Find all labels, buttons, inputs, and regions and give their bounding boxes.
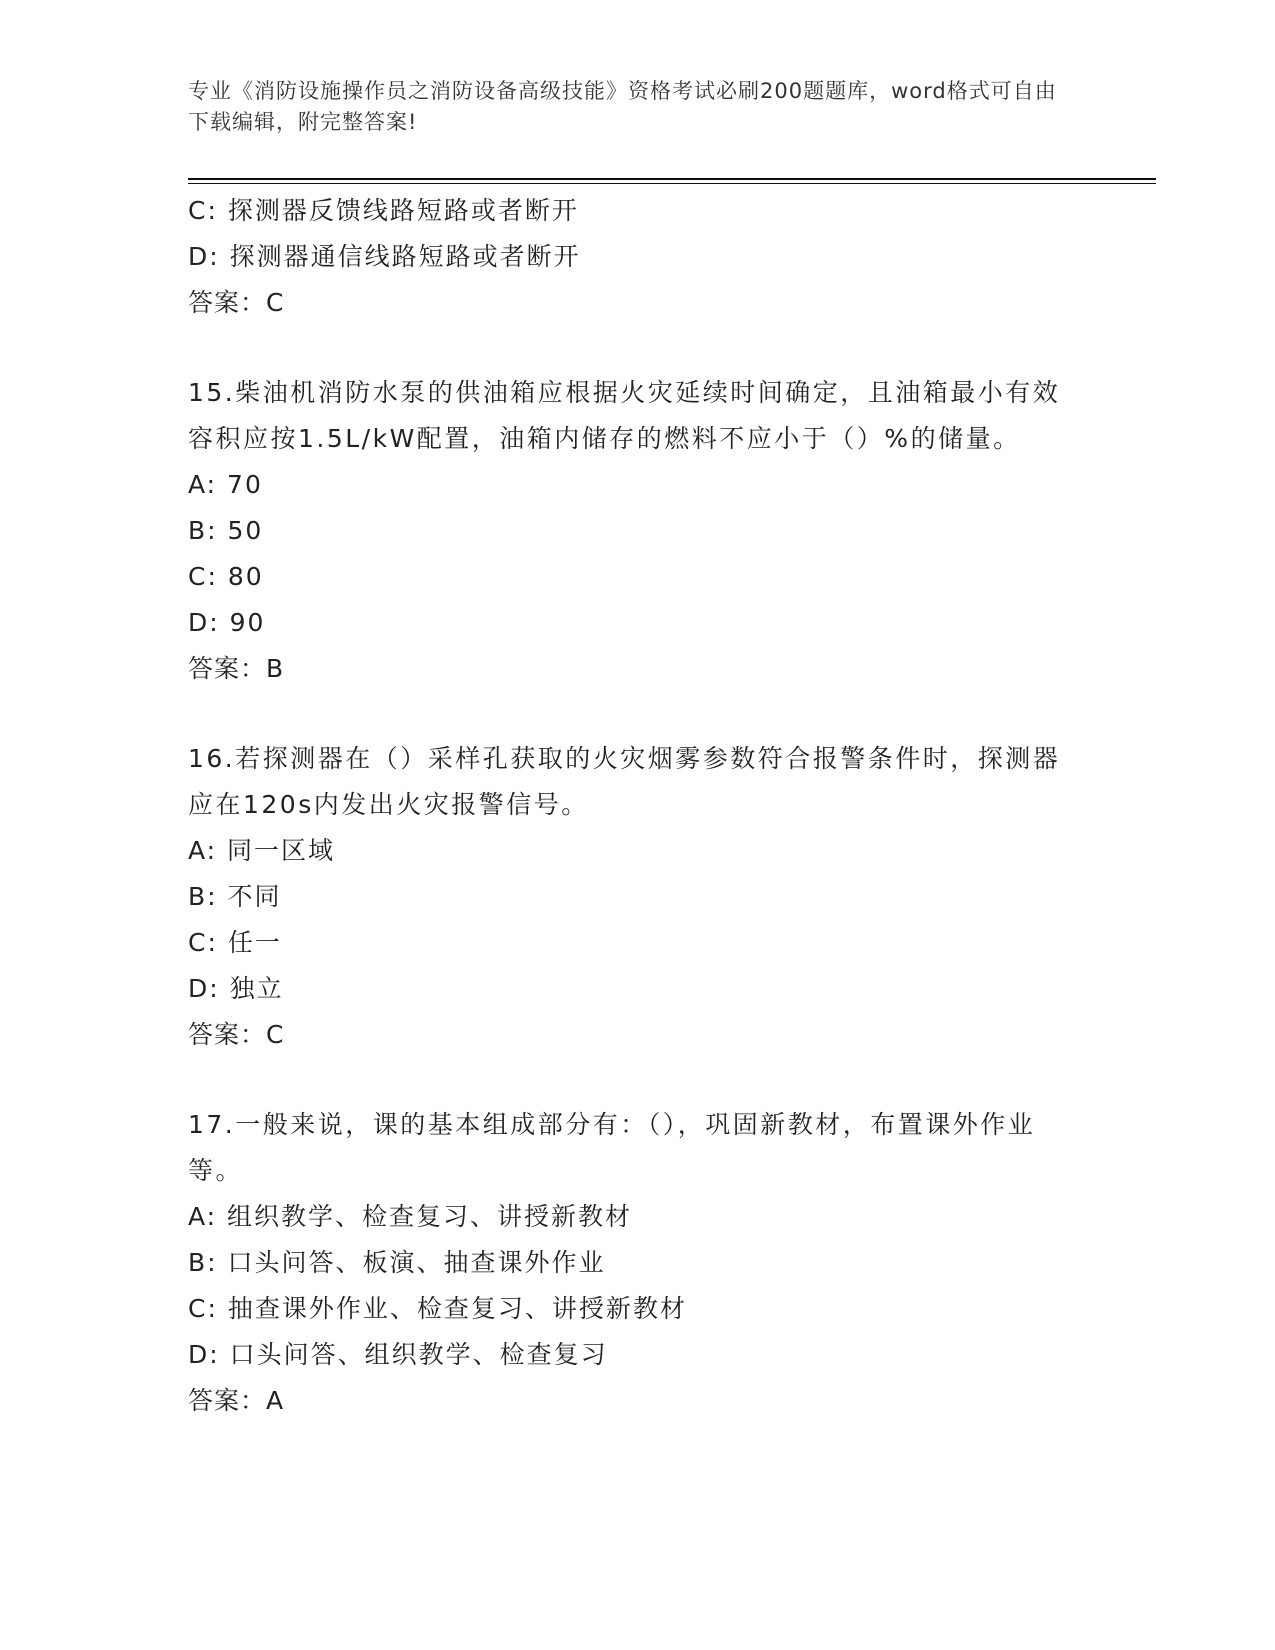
option-c: C: 任一 bbox=[188, 928, 282, 957]
option-c: C: 80 bbox=[188, 562, 264, 591]
option-a: A: 70 bbox=[188, 470, 263, 499]
question-list bbox=[188, 188, 1088, 1424]
question-17 bbox=[188, 1102, 1088, 1424]
answer-label: 答案：C bbox=[188, 288, 285, 317]
question-15 bbox=[188, 370, 1088, 692]
question-16 bbox=[188, 736, 1088, 1058]
answer-label: 答案：A bbox=[188, 1386, 285, 1415]
answer-label: 答案：B bbox=[188, 654, 285, 683]
option-b: B: 50 bbox=[188, 516, 264, 545]
option-b: B: 口头问答、板演、抽查课外作业 bbox=[188, 1248, 606, 1277]
option-c: C: 抽查课外作业、检查复习、讲授新教材 bbox=[188, 1294, 687, 1323]
option-b: B: 不同 bbox=[188, 882, 282, 911]
question-stem: 16.若探测器在（）采样孔获取的火灾烟雾参数符合报警条件时，探测器应在120s内发出火灾报警信号。 bbox=[188, 744, 1061, 819]
spacer bbox=[188, 1058, 1088, 1102]
spacer bbox=[188, 692, 1088, 736]
question-stem: 17.一般来说，课的基本组成部分有：（），巩固新教材，布置课外作业等。 bbox=[188, 1110, 1036, 1185]
answer-label: 答案：C bbox=[188, 1020, 285, 1049]
option-a: A: 组织教学、检查复习、讲授新教材 bbox=[188, 1202, 633, 1231]
option-d: D: 口头问答、组织教学、检查复习 bbox=[188, 1340, 608, 1369]
option-d: D: 90 bbox=[188, 608, 266, 637]
question-14-continued bbox=[188, 188, 1088, 326]
question-stem: 15.柴油机消防水泵的供油箱应根据火灾延续时间确定，且油箱最小有效容积应按1.5L/kW配置，油箱内储存的燃料不应小于（）%的储量。 bbox=[188, 378, 1061, 453]
option-c: C: 探测器反馈线路短路或者断开 bbox=[188, 196, 579, 225]
option-a: A: 同一区域 bbox=[188, 836, 336, 865]
document-header: 专业《消防设施操作员之消防设备高级技能》资格考试必刷200题题库，word格式可自由下载编辑，附完整答案! bbox=[188, 79, 1057, 134]
option-d: D: 独立 bbox=[188, 974, 284, 1003]
spacer bbox=[188, 326, 1088, 370]
header-rule-thick bbox=[188, 178, 1156, 180]
option-d: D: 探测器通信线路短路或者断开 bbox=[188, 242, 581, 271]
header-rule-thin bbox=[188, 183, 1156, 184]
